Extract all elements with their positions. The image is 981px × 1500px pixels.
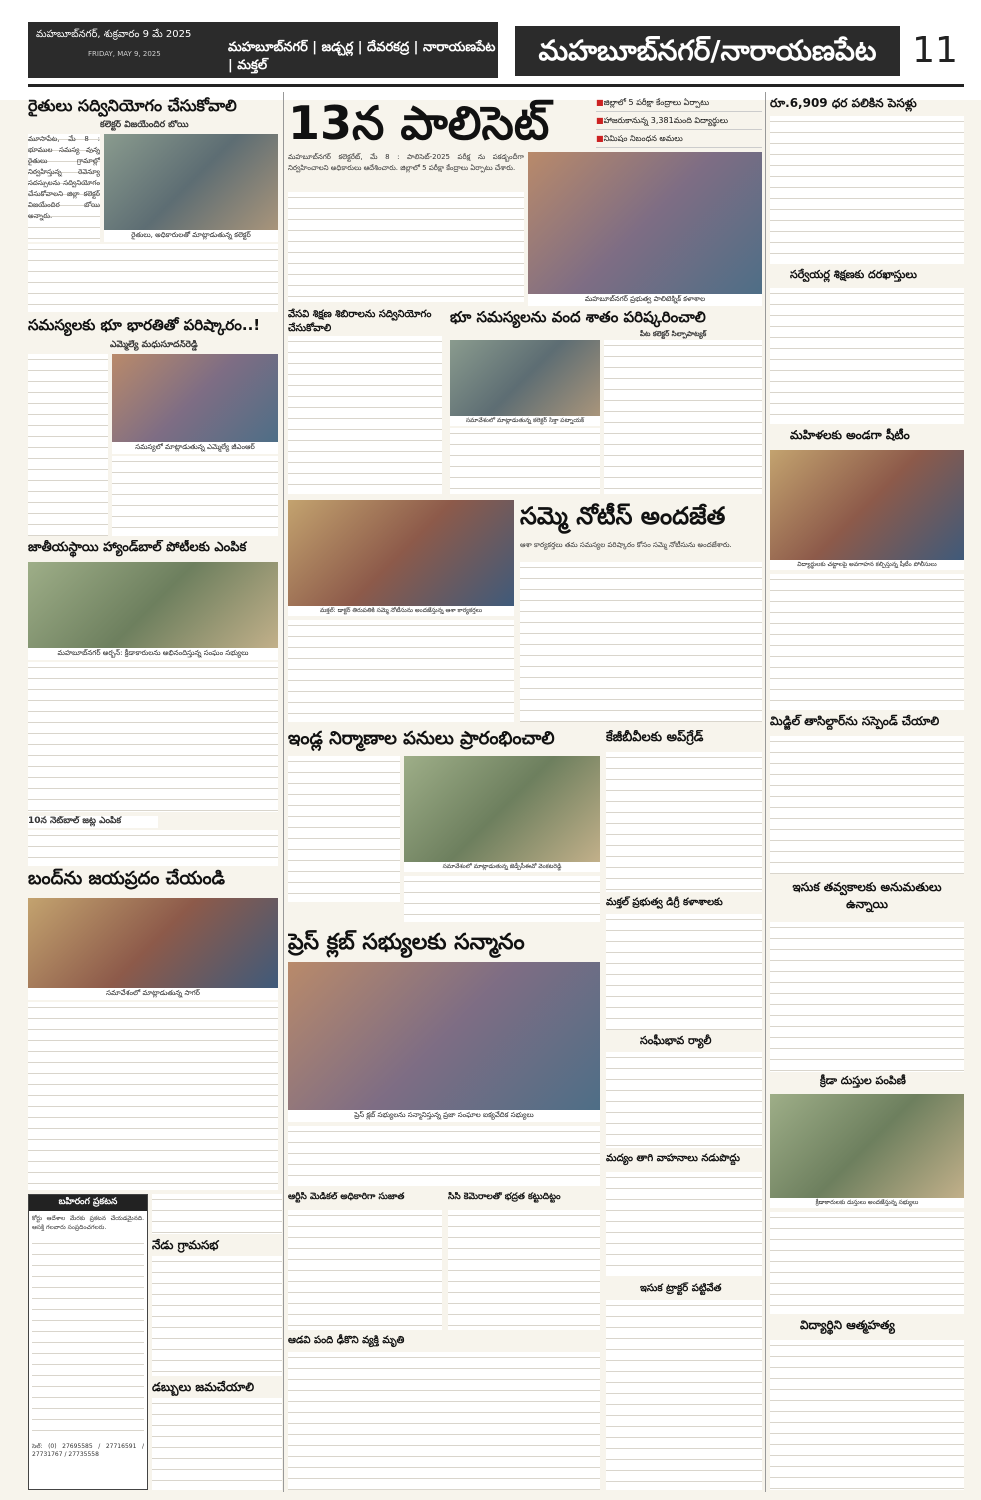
headline-housing: ఇండ్ల నిర్మాణాల పనులు ప్రారంభించాలి	[288, 728, 555, 749]
headline-bhubharathi: సమస్యలకు భూ భారతితో పరిష్కారం..!	[28, 316, 261, 334]
article-text-block	[770, 574, 964, 710]
article-text-block	[606, 1300, 762, 1490]
article-text-block	[288, 336, 442, 494]
article-photo	[112, 354, 278, 442]
article-text-block	[770, 116, 964, 264]
article-text-block	[770, 922, 964, 1072]
headline-sports-dress: క్రీడా దుస్తుల పంపిణీ	[820, 1074, 906, 1087]
headline-rtc-medical: ఆర్టీసీ మెడికల్ అధికారిగా సుజాత	[288, 1192, 405, 1202]
article-photo	[404, 756, 600, 862]
article-photo	[28, 898, 278, 988]
column-divider	[765, 92, 766, 1492]
header-date: మహబూబ్‌నగర్, శుక్రవారం 9 మే 2025	[36, 29, 192, 40]
article-text-block	[770, 736, 964, 874]
article-text-block	[606, 1052, 762, 1148]
ad-title: బహిరంగ ప్రకటన	[29, 1195, 147, 1211]
article-text-block	[520, 562, 762, 722]
bullet-item: ■ జిల్లాలో 5 పరీక్షా కేంద్రాలు ఏర్పాటు	[596, 94, 762, 112]
article-photo	[770, 450, 964, 560]
bullet-item: ■ హాజరుకానున్న 3,381మంది విద్యార్థులు	[596, 112, 762, 130]
article-text-block	[288, 192, 524, 302]
headline-degree-college: మక్తల్ ప్రభుత్వ డిగ్రీ కళాశాలకు	[606, 897, 723, 908]
article-photo	[288, 500, 514, 606]
ad-body: కోర్టు ఆదేశాల మేరకు ప్రకటన చేయడమైనది. ఆసక్తి గలవారు సంప్రదించగలరు.	[32, 1215, 144, 1231]
article-text-block	[450, 428, 600, 494]
article-text-block	[770, 1212, 964, 1314]
headline-summer-camps: వేసవి శిక్షణ శిబిరాలను సద్వినియోగం చేసుకోవాలి	[288, 309, 432, 334]
headline-strike-notice: సమ్మె నోటీస్ అందజేత	[520, 502, 726, 530]
headline-farmers: రైతులు సద్వినియోగం చేసుకోవాలి	[28, 96, 237, 115]
headline-sand-tractor: ఇసుక ట్రాక్టర్ పట్టివేత	[640, 1283, 722, 1294]
lead-body: మహబూబ్‌నగర్ కలెక్టరేట్, మే 8 : పాలిసెట్-2025 పరీక్ష ను పకడ్బందీగా నిర్వహించాలని అధికారులు ఆదేశించారు. జిల్లాలో 5 పరీక్షా కేంద్రాలు ఏర్పాటు చేశారు.	[288, 153, 524, 172]
headline-bandh: బంద్‌ను జయప్రదం చేయండి	[28, 868, 225, 889]
ad-text-block	[32, 1238, 144, 1438]
article-text-block	[28, 1002, 278, 1190]
article-text-block	[288, 620, 514, 722]
page-number: 11	[912, 30, 958, 71]
headline-land-issues: భూ సమస్యలను వంద శాతం పరిష్కరించాలి	[450, 308, 706, 326]
article-body: మూసాపేట, మే 8 : భూముల సమస్య వున్న రైతులు గ్రామాల్లో నిర్వహిస్తున్న రెవెన్యూ సదస్సులను సద్వినియోగం చేసుకోవాలని జిల్లా కలెక్టర్ విజయేందిర బోయి అన్నారు.	[28, 134, 100, 242]
headline-wild-boar: ఆడవి పంది ఢీకొని వ్యక్తి మృతి	[288, 1335, 405, 1346]
headline-kgbv: కేజీబీవీలకు అప్‌గ్రేడ్	[606, 730, 704, 745]
headline-student-suicide: విద్యార్థిని ఆత్మహత్య	[800, 1318, 895, 1332]
article-text-block	[112, 456, 278, 536]
article-text-block	[152, 1398, 282, 1490]
header-date-en: FRIDAY, MAY 9, 2025	[88, 50, 161, 58]
photo-caption: క్రీడాకారులకు దుస్తులు అందజేస్తున్న సభ్యులు	[770, 1198, 964, 1208]
article-text-block	[770, 288, 964, 424]
photo-caption: మహబూబ్‌నగర్ అర్బన్: క్రీడాకారులను అభినందిస్తున్న సంఘం సభ్యులు	[28, 648, 278, 660]
headline-drunk-driving: మద్యం తాగి వాహనాలు నడుపొద్దు	[606, 1153, 740, 1164]
article-text-block	[770, 1340, 964, 1490]
headline-sand-permits: ఇసుక తవ్వకాలకు అనుమతులు ఉన్నాయి	[792, 880, 942, 911]
article-text-block	[288, 756, 400, 902]
header-districts: మహబూబ్‌నగర్ | జడ్చర్ల | దేవరకద్ర | నారాయణపేట | మక్తల్	[228, 40, 496, 73]
article-text-block	[288, 1126, 600, 1186]
photo-caption: విద్యార్థులకు చట్టాలపై అవగాహన కల్పిస్తున్న షీటీం పోలీసులు	[770, 560, 964, 570]
article-text-block	[288, 1210, 442, 1330]
article-text-block	[404, 876, 600, 922]
byline-collector: కలెక్టర్ విజయేందిర బోయి	[100, 120, 189, 130]
header-strip	[28, 22, 498, 78]
lead-bullets	[596, 94, 762, 148]
headline-gramasabha: నేడు గ్రామసభ	[152, 1238, 219, 1252]
article-photo	[450, 340, 600, 416]
lead-photo	[528, 152, 762, 294]
subhead-netball: 10న నెట్‌బాల్ జట్ల ఎంపిక	[28, 816, 158, 828]
headline-green-gram: రూ.6,909 ధర పలికిన పెసళ్లు	[770, 96, 917, 110]
headline-she-team: మహిళలకు అండగా షీటీం	[790, 428, 910, 442]
headline-handball: జాతీయస్థాయి హ్యాండ్‌బాల్ పోటీలకు ఎంపిక	[28, 540, 247, 555]
photo-caption: సమావేశంలో మాట్లాడుతున్న సాగర్	[28, 988, 278, 1000]
header-rule	[28, 84, 964, 87]
ad-contact: సెల్: (0) 27695585 / 27716591 / 27731767 / 27735558	[32, 1443, 144, 1458]
headline-tahsildar: మిడ్జిల్ తాసిల్దార్‌ను సస్పెండ్ చేయాలి	[770, 714, 940, 728]
lead-headline: 13న పాలిసెట్	[288, 96, 550, 150]
article-body: ఆశా కార్యకర్తలు తమ సమస్యల పరిష్కారం కోసం సమ్మె నోటీసును అందజేశారు.	[520, 541, 732, 549]
article-text-block	[448, 1210, 600, 1330]
bullet-item: ■ నిమిషం నిబంధన అమలు	[596, 130, 762, 148]
article-text-block	[28, 830, 278, 866]
photo-caption: సమావేశంలో మాట్లాడుతున్న కలెక్టర్ సిక్తా పట్నాయక్	[450, 416, 600, 426]
photo-caption: మహబూబ్‌నగర్ ప్రభుత్వ పాలిటెక్నిక్ కళాశాల	[528, 294, 762, 306]
photo-caption: సమస్యలో మాట్లాడుతున్న ఎమ్మెల్యే జీఎంఆర్	[112, 442, 278, 454]
article-text-block	[28, 662, 278, 812]
photo-caption: ప్రెస్ క్లబ్ సభ్యులను సన్మానిస్తున్న ప్రజా సంఘాల ఐక్యవేదిక సభ్యులు	[288, 1110, 600, 1122]
headline-surveyors: సర్వేయర్ల శిక్షణకు దరఖాస్తులు	[790, 268, 917, 281]
headline-rally: సంఘీభావ ర్యాలీ	[640, 1034, 712, 1047]
article-photo	[288, 962, 600, 1110]
byline-mla: ఎమ్మెల్యే మధుసూదన్‌రెడ్డి	[110, 340, 198, 350]
byline: పీట కలెక్టర్ సిల్పాపాట్యక్	[640, 330, 707, 338]
article-text-block	[152, 1194, 282, 1234]
article-text-block	[28, 244, 278, 312]
photo-caption: రైతులు, అధికారులతో మాట్లాడుతున్న కలెక్టర్	[104, 230, 278, 242]
article-text-block	[604, 340, 762, 494]
headline-press-club: ప్రెస్ క్లబ్ సభ్యులకు సన్మానం	[288, 930, 525, 955]
article-text-block	[28, 354, 108, 536]
column-divider	[283, 92, 284, 1492]
article-photo	[770, 1094, 964, 1198]
article-photo	[28, 562, 278, 648]
headline-cctv: సీసీ కెమెరాలతో భద్రత కట్టుదిట్టం	[448, 1192, 561, 1202]
section-title: మహబూబ్‌నగర్/నారాయణపేట	[515, 26, 900, 76]
article-text-block	[288, 1352, 600, 1490]
public-notice-ad	[28, 1194, 148, 1490]
photo-caption: మక్తల్: డాక్టర్ తిరుపతికి సమ్మె నోటీసును అందజేస్తున్న ఆశా కార్యకర్తలు	[288, 606, 514, 616]
article-text-block	[152, 1256, 282, 1376]
article-text-block	[606, 914, 762, 1030]
article-photo	[104, 134, 278, 230]
article-text-block	[606, 752, 762, 892]
article-text-block	[606, 1172, 762, 1276]
photo-caption: సమావేశంలో మాట్లాడుతున్న జెడ్పీసీఈవో వెంకటరెడ్డి	[404, 862, 600, 872]
headline-deposit-money: డబ్బులు జమచేయాలి	[152, 1380, 254, 1394]
